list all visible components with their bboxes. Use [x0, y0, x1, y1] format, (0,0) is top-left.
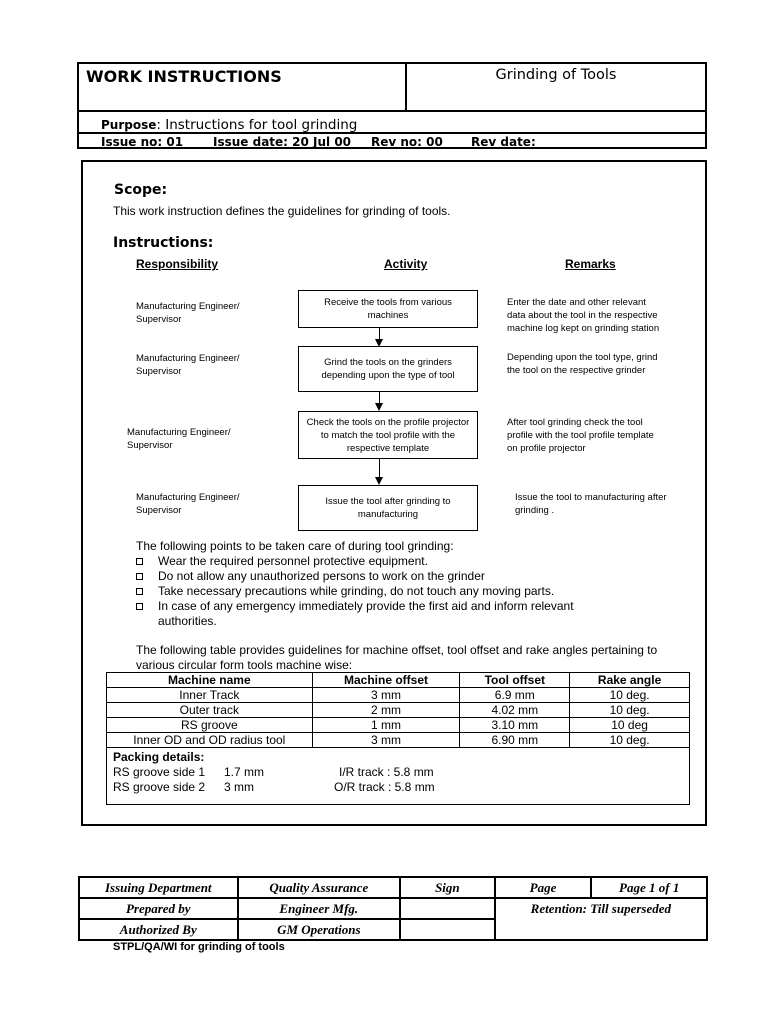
- packing-rs2-label: RS groove side 2: [113, 780, 206, 794]
- table-row: [107, 688, 690, 703]
- responsibility-column-heading: Responsibility: [136, 257, 219, 271]
- bullet-square-icon: [136, 573, 143, 580]
- flow-arrow-2: [375, 403, 383, 411]
- purpose-label: Purpose: [101, 118, 157, 132]
- sign-cell-prepared: [400, 898, 495, 919]
- table-cell: RS groove: [107, 718, 313, 733]
- document-type-title: WORK INSTRUCTIONS: [79, 64, 407, 110]
- step-1-remarks: Enter the date and other relevant data about the tool in the respective machine log kept on grinding station: [507, 297, 660, 334]
- step-2-remarks: Depending upon the tool type, grind the tool on the respective grinder: [507, 352, 658, 376]
- activity-column-heading: Activity: [384, 257, 428, 271]
- document-header: [77, 62, 707, 149]
- table-cell: 6.90 mm: [460, 733, 570, 748]
- column-header: Machine offset: [312, 673, 460, 688]
- list-item-continuation: authorities.: [158, 614, 217, 628]
- prepared-by-label: Prepared by: [79, 898, 238, 919]
- scope-text: This work instruction defines the guidelines for grinding of tools.: [113, 204, 451, 218]
- page-label: Page: [495, 877, 592, 898]
- step-3-activity-box: Check the tools on the profile projector to match the tool profile with the respective template: [298, 411, 478, 459]
- table-cell: 3.10 mm: [460, 718, 570, 733]
- issue-number: Issue no: 01: [101, 135, 184, 149]
- packing-or-track: O/R track : 5.8 mm: [334, 780, 435, 794]
- revision-date: Rev date:: [471, 135, 536, 149]
- issue-row: [79, 132, 705, 149]
- purpose-value: : Instructions for tool grinding: [156, 117, 358, 133]
- instructions-heading: Instructions:: [113, 235, 214, 251]
- flow-arrow-3: [375, 477, 383, 485]
- packing-rs1-value: 1.7 mm: [224, 765, 265, 779]
- issuing-department-value: Quality Assurance: [238, 877, 401, 898]
- remarks-column-heading: Remarks: [565, 257, 616, 271]
- list-item: In case of any emergency immediately provide the first aid and inform relevant: [136, 599, 656, 614]
- packing-rs1-label: RS groove side 1: [113, 765, 206, 779]
- table-header-row: [107, 673, 690, 688]
- packing-details-row: [107, 748, 690, 805]
- step-1-activity-box: Receive the tools from various machines: [298, 290, 478, 328]
- offset-table: [106, 672, 690, 805]
- table-cell: 10 deg.: [570, 703, 690, 718]
- table-row: [107, 703, 690, 718]
- step-2-responsibility: Manufacturing Engineer/ Supervisor: [136, 353, 240, 377]
- step-2-activity-box: Grind the tools on the grinders depending upon the type of tool: [298, 346, 478, 392]
- step-4-remarks: Issue the tool to manufacturing after grinding .: [515, 492, 667, 516]
- authorized-by-label: Authorized By: [79, 919, 238, 940]
- table-cell: 2 mm: [312, 703, 460, 718]
- column-header: Machine name: [107, 673, 313, 688]
- footer-row: [79, 898, 707, 919]
- table-intro: The following table provides guidelines for machine offset, tool offset and rake angles pertaining to various circular form tools machine wise:: [136, 643, 658, 672]
- flow-connector-1: [379, 328, 380, 339]
- bullet-square-icon: [136, 588, 143, 595]
- step-1-responsibility: Manufacturing Engineer/ Supervisor: [136, 301, 240, 325]
- table-cell: 1 mm: [312, 718, 460, 733]
- document-code: STPL/QA/WI for grinding of tools: [113, 941, 285, 953]
- sign-label: Sign: [400, 877, 495, 898]
- page-value: Page 1 of 1: [591, 877, 707, 898]
- list-item: Take necessary precautions while grinding, do not touch any moving parts.: [136, 584, 656, 599]
- table-cell: 10 deg.: [570, 733, 690, 748]
- scope-heading: Scope:: [114, 182, 168, 198]
- table-cell: 10 deg.: [570, 688, 690, 703]
- issuing-department-label: Issuing Department: [79, 877, 238, 898]
- list-item: Do not allow any unauthorized persons to work on the grinder: [136, 569, 656, 584]
- prepared-by-value: Engineer Mfg.: [238, 898, 401, 919]
- packing-ir-track: I/R track : 5.8 mm: [339, 765, 434, 779]
- packing-details-label: Packing details:: [113, 750, 205, 764]
- revision-number: Rev no: 00: [371, 135, 443, 149]
- table-row: [107, 718, 690, 733]
- table-row: [107, 733, 690, 748]
- purpose-row: [79, 110, 705, 132]
- retention-note: Retention: Till superseded: [495, 898, 707, 940]
- footer-row: [79, 877, 707, 898]
- bullet-square-icon: [136, 603, 143, 610]
- table-cell: 10 deg: [570, 718, 690, 733]
- flow-connector-3: [379, 459, 380, 477]
- packing-rs2-value: 3 mm: [224, 780, 254, 794]
- column-header: Rake angle: [570, 673, 690, 688]
- step-3-remarks: After tool grinding check the tool profile with the tool profile template on profile projector: [507, 417, 654, 454]
- bullet-square-icon: [136, 558, 143, 565]
- points-intro: The following points to be taken care of during tool grinding:: [136, 539, 454, 553]
- table-cell: 3 mm: [312, 733, 460, 748]
- table-cell: 6.9 mm: [460, 688, 570, 703]
- table-cell: Inner Track: [107, 688, 313, 703]
- packing-details-cell: [107, 748, 690, 805]
- table-cell: Outer track: [107, 703, 313, 718]
- flow-connector-2: [379, 392, 380, 403]
- step-4-activity-box: Issue the tool after grinding to manufacturing: [298, 485, 478, 531]
- step-4-responsibility: Manufacturing Engineer/ Supervisor: [136, 492, 240, 516]
- authorized-by-value: GM Operations: [238, 919, 401, 940]
- table-cell: Inner OD and OD radius tool: [107, 733, 313, 748]
- table-cell: 3 mm: [312, 688, 460, 703]
- document-subject: Grinding of Tools: [495, 67, 617, 83]
- step-3-responsibility: Manufacturing Engineer/ Supervisor: [127, 427, 231, 451]
- list-item: Wear the required personnel protective equipment.: [136, 554, 656, 569]
- table-cell: 4.02 mm: [460, 703, 570, 718]
- column-header: Tool offset: [460, 673, 570, 688]
- issue-date: Issue date: 20 Jul 00: [213, 135, 352, 149]
- approval-footer-table: [78, 876, 708, 941]
- sign-cell-authorized: [400, 919, 495, 940]
